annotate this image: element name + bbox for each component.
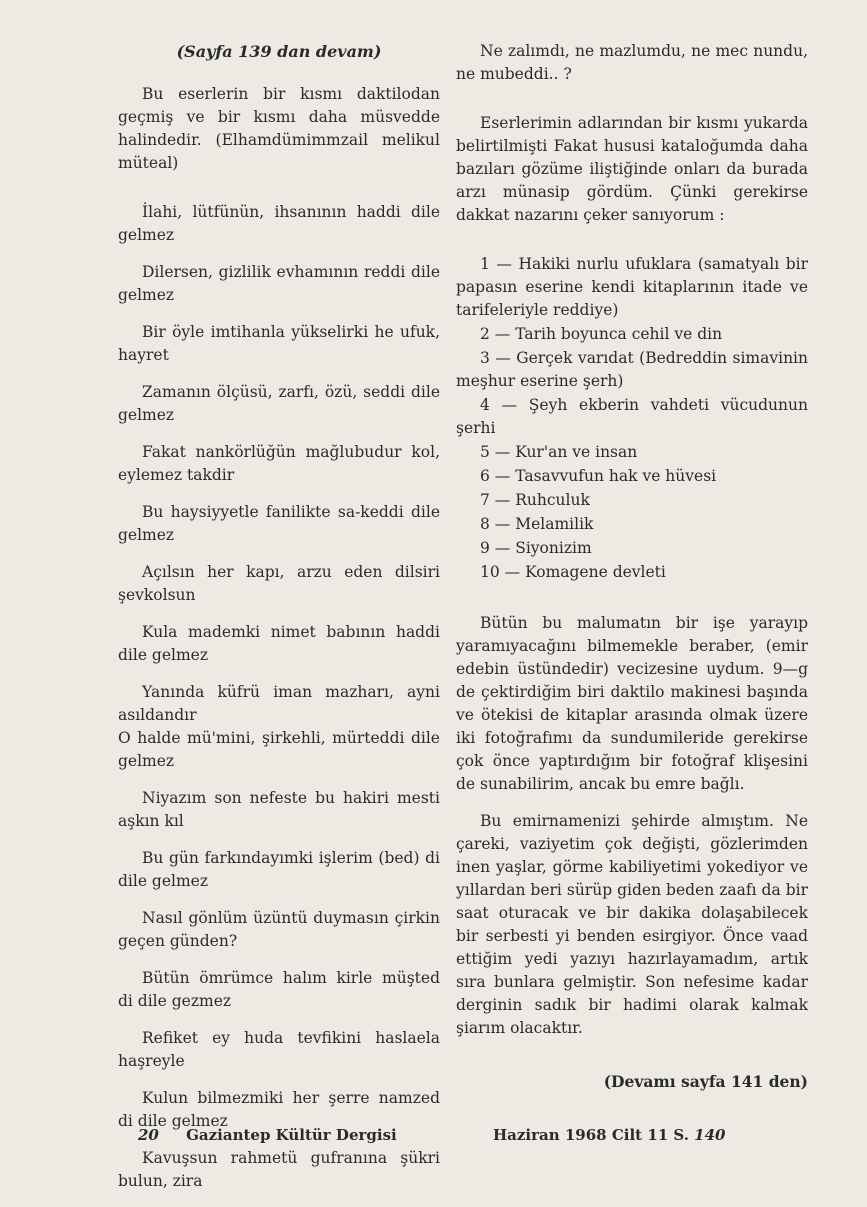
poem-stanza: Kula mademki nimet babının haddi dile gelmez — [118, 623, 440, 664]
poem-stanza: Bu haysiyyetle fanilikte sa-keddi dile gelmez — [118, 503, 440, 544]
works-list-item: 4 — Şeyh ekberin vahdeti vücudunun şerhi — [456, 396, 808, 437]
works-list-item: 1 — Hakiki nurlu ufuklara (samatyalı bir papasın eserine kendi kitaplarının itade ve tarifeleriyle reddiye) — [456, 255, 808, 319]
works-list-item: 9 — Siyonizim — [480, 539, 592, 557]
works-intro-paragraph: Eserlerimin adlarından bir kısmı yukarda belirtilmişti Fakat hususi kataloğumda daha bazıları gözüme iliştiğinde onları da burada arzı münasip gördüm. Çünki gerekirse dakkat nazarını çeker sanıyorum : — [456, 114, 808, 224]
works-list-item: 5 — Kur'an ve insan — [480, 443, 638, 461]
issue-info: Haziran 1968 Cilt 11 S. — [493, 1126, 689, 1144]
poem-stanza: Dilersen, gizlilik evhamının reddi dile gelmez — [118, 263, 440, 304]
continued-on-note: (Devamı sayfa 141 den) — [603, 1072, 808, 1091]
continued-from-header: (Sayfa 139 dan devam) — [176, 42, 382, 61]
poem-stanzas — [118, 201, 440, 1193]
works-list-item: 3 — Gerçek varıdat (Bedreddin simavinin meşhur eserine şerh) — [456, 349, 808, 390]
poem-stanza: Açılsın her kapı, arzu eden dilsiri şevkolsun — [118, 563, 440, 604]
photos-paragraph: Bütün bu malumatın bir işe yarayıp yaramıyacağını bilmemekle beraber, (emir edebin üstündedir) vecizesine uydum. 9—g de çektirdiğim biri daktilo makinesi başında ve ötekisi de kitaplar arasında olmak üzere iki fotoğrafımı da sundumileride gerekirse çok önce yaptırdığım bir fotoğraf klişesini de sunabilirim, ancak bu emre bağlı. — [456, 614, 808, 793]
works-list-item: 8 — Melamilik — [480, 515, 594, 533]
poem-stanza: Bu gün farkındayımki işlerim (bed) di dile gelmez — [118, 849, 440, 890]
works-list-item: 10 — Komagene devleti — [480, 563, 666, 581]
works-list-item: 2 — Tarih boyunca cehil ve din — [480, 325, 723, 343]
poem-stanza: Kulun bilmezmiki her şerre namzed di dile gelmez — [118, 1089, 440, 1130]
poem-stanza: Bütün ömrümce halım kirle müşted di dile gezmez — [118, 969, 440, 1010]
works-list-item: 6 — Tasavvufun hak ve hüvesi — [480, 467, 717, 485]
journal-name: Gaziantep Kültür Dergisi — [186, 1126, 397, 1144]
closing-paragraph: Bu emirnamenizi şehirde almıştım. Ne çareki, vaziyetim çok değişti, gözlerimden inen yaşlar, görme kabiliyetimi yokediyor ve yıllardan beri sürüp giden beden zaafı da bir saat oturacak ve bir dakika dolaşabilecek bir serbesti yi benden esirgiyor. Önce vaad ettiğim yedi yazıyı hazırlayamadım, artık sıra bunlara gelmiştir. Son nefesime kadar derginin sadık bir hadimi olarak kalmak şiarım olacaktır. — [456, 812, 808, 1037]
intro-paragraph: Bu eserlerin bir kısmı daktilodan geçmiş ve bir kısmı daha müsvedde halindedir. (Elhamdümimmzail melikul müteal) — [118, 85, 440, 172]
poem-stanza: Bir öyle imtihanla yükselirki he ufuk, hayret — [118, 323, 440, 364]
poem-stanza: Nasıl gönlüm üzüntü duymasın çirkin geçen günden? — [118, 909, 440, 950]
poem-stanza: Kavuşsun rahmetü gufranına şükri bulun, zira — [118, 1149, 440, 1190]
poem-stanza: Niyazım son nefeste bu hakiri mesti aşkın kıl — [118, 789, 440, 830]
poem-stanza: Zamanın ölçüsü, zarfı, özü, seddi dile gelmez — [118, 383, 440, 424]
poem-stanza: Refiket ey huda tevfikini haslaela haşreyle — [118, 1029, 440, 1070]
left-column — [118, 40, 440, 1207]
works-list — [456, 253, 808, 584]
footer-right — [493, 1126, 725, 1144]
works-list-item: 7 — Ruhculuk — [480, 491, 590, 509]
poem-stanza: Yanında küfrü iman mazharı, ayni asıldandır O halde mü'mini, şirkehli, mürteddi dile gelmez — [118, 683, 440, 770]
poem-stanza: İlahi, lütfünün, ihsanının haddi dile gelmez — [118, 203, 440, 244]
page-number: 20 — [138, 1126, 159, 1144]
poem-stanza: Fakat nankörlüğün mağlubudur kol, eylemez takdir — [118, 443, 440, 484]
opening-line: Ne zalımdı, ne mazlumdu, ne mec nundu, ne mubeddi.. ? — [456, 42, 808, 83]
right-column — [456, 40, 808, 1093]
footer-left — [138, 1126, 397, 1144]
issue-number: 140 — [694, 1126, 726, 1144]
